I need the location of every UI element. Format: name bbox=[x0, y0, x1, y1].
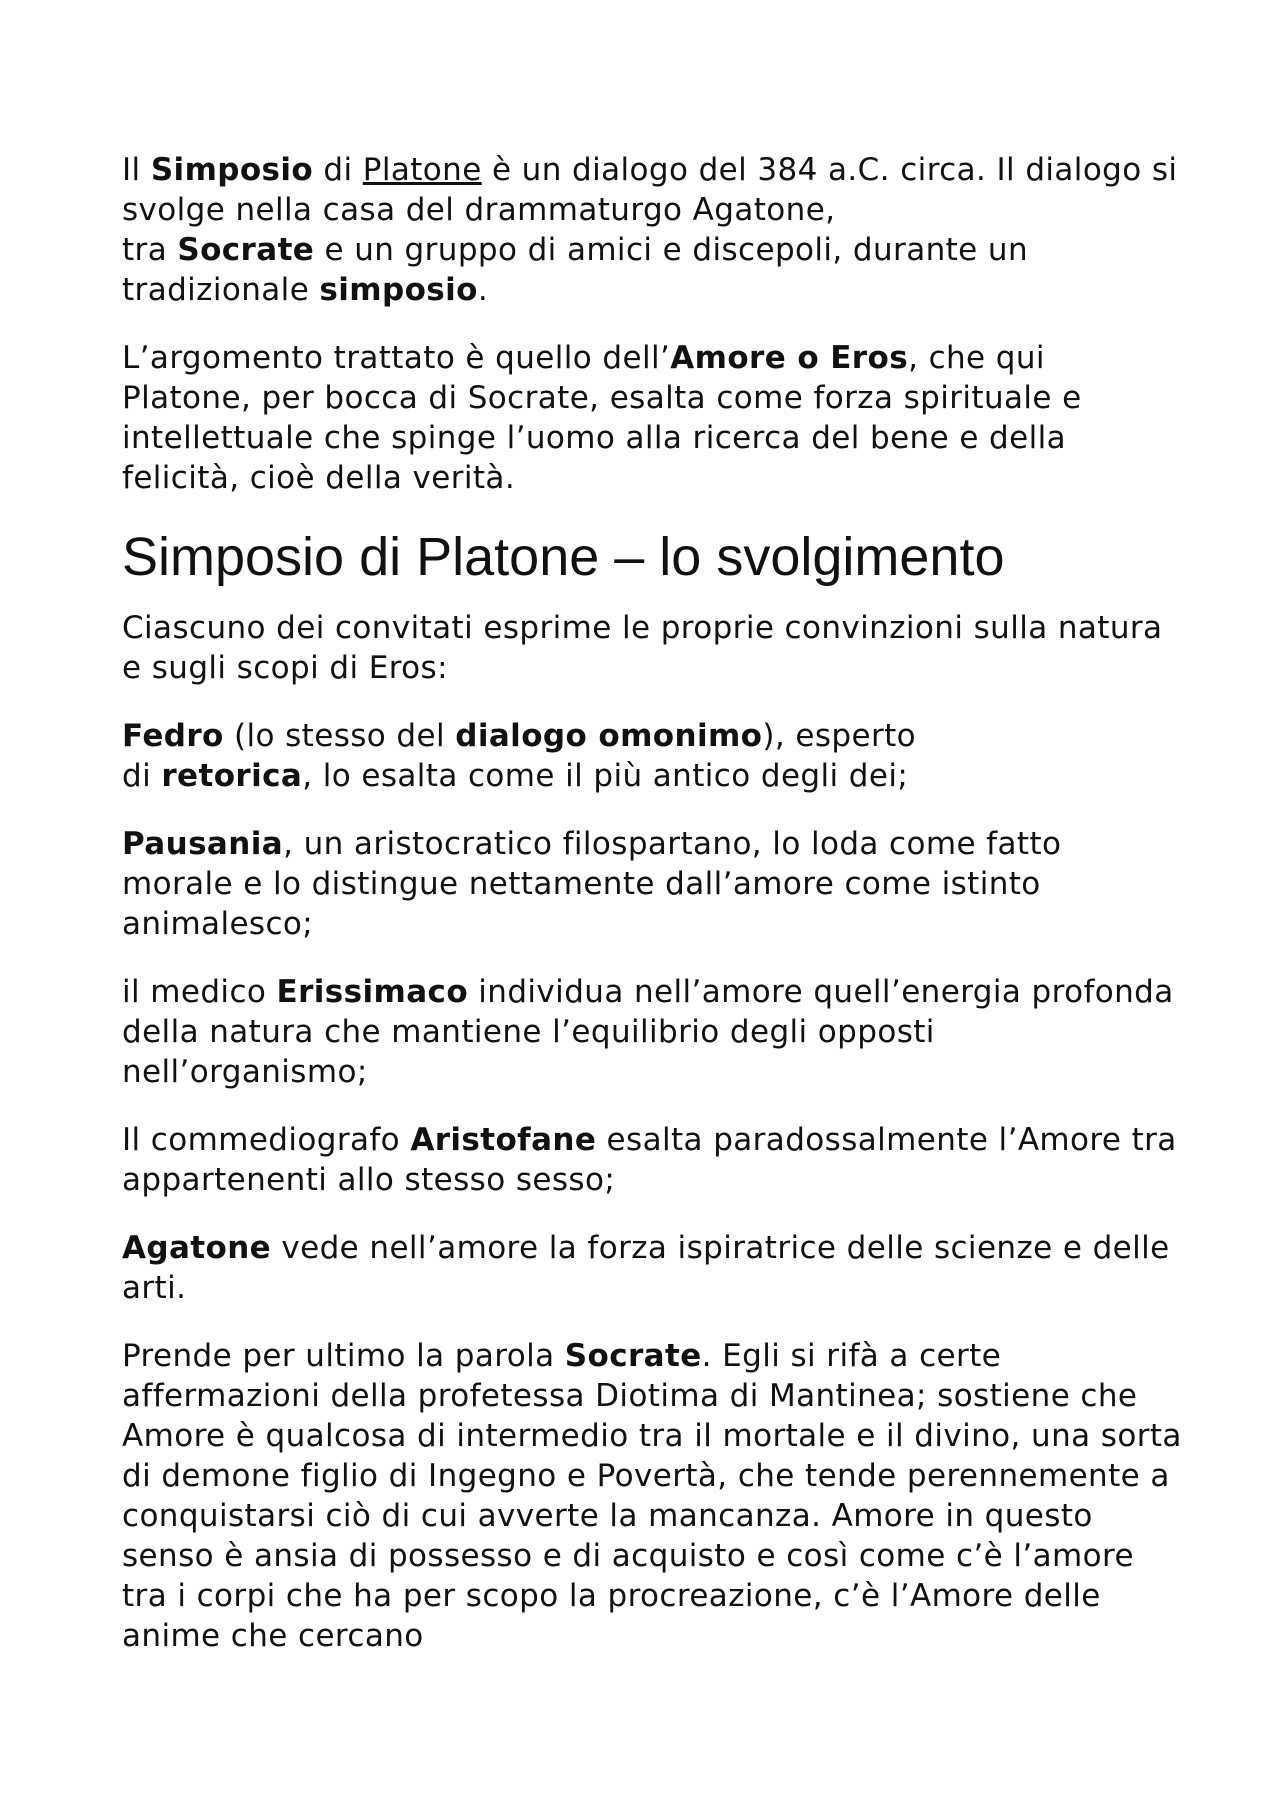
text: vede nell’amore la forza ispiratrice delle scienze e delle arti. bbox=[122, 1230, 1170, 1306]
text: individua nell’amore quell’energia profonda della natura che mantiene l’equilibrio degli opposti nell’organismo; bbox=[122, 974, 1174, 1090]
bold-socrate: Socrate bbox=[177, 232, 315, 268]
text: . Egli si rifà a certe affermazioni della profetessa Diotima di Mantinea; sostiene che Amore è qualcosa di intermedio tra il mortale e il divino, una sorta di demone figlio di Ingegno e Povertà, che tende perennemente a conquistarsi ciò di cui avverte la mancanza. Amore in questo senso è ansia di possesso e di acquisto e così come c’è l’amore tra i corpi che ha per scopo la procreazione, c’è l’Amore delle anime che cercano bbox=[122, 1338, 1182, 1654]
bold-simposio-2: simposio bbox=[319, 272, 478, 308]
text: Il commediografo bbox=[122, 1122, 411, 1158]
text: è un dialogo del 384 a.C. circa. Il dialogo si svolge nella casa del drammaturgo Agatone, bbox=[122, 152, 1178, 228]
text: e un gruppo di amici e discepoli, durante un tradizionale bbox=[122, 232, 1029, 308]
pausania-paragraph bbox=[122, 824, 1182, 944]
text: Prende per ultimo la parola bbox=[122, 1338, 565, 1374]
text: . bbox=[477, 272, 489, 308]
convitati-paragraph: Ciascuno dei convitati esprime le proprie convinzioni sulla natura e sugli scopi di Eros: bbox=[122, 610, 1163, 686]
bold-simposio: Simposio bbox=[150, 152, 314, 188]
socrate-paragraph bbox=[122, 1336, 1182, 1656]
text: (lo stesso del bbox=[223, 718, 456, 754]
platone-link[interactable]: Platone bbox=[362, 152, 482, 188]
text: esalta paradossalmente l’Amore tra appartenenti allo stesso sesso; bbox=[122, 1122, 1177, 1198]
bold-erissimaco: Erissimaco bbox=[276, 974, 469, 1010]
intro-paragraph bbox=[122, 150, 1182, 310]
bold-aristofane: Aristofane bbox=[410, 1122, 597, 1158]
document-page bbox=[122, 150, 1182, 1684]
text: di bbox=[313, 152, 363, 188]
text: di bbox=[122, 758, 162, 794]
text: tra bbox=[122, 232, 178, 268]
bold-amore-eros: Amore o Eros bbox=[670, 340, 909, 376]
bold-dialogo-omonimo: dialogo omonimo bbox=[455, 718, 763, 754]
erissimaco-paragraph bbox=[122, 972, 1182, 1092]
section-heading: Simposio di Platone – lo svolgimento bbox=[122, 527, 1005, 587]
agatone-paragraph bbox=[122, 1228, 1182, 1308]
text: ), esperto bbox=[762, 718, 917, 754]
argument-paragraph bbox=[122, 338, 1182, 498]
bold-retorica: retorica bbox=[161, 758, 303, 794]
bold-socrate-2: Socrate bbox=[564, 1338, 702, 1374]
text: , che qui Platone, per bocca di Socrate, esalta come forza spirituale e intellettuale che spinge l’uomo alla ricerca del bene e della felicità, cioè della verità. bbox=[122, 340, 1082, 496]
text: Il bbox=[122, 152, 151, 188]
text: L’argomento trattato è quello dell’ bbox=[122, 340, 671, 376]
aristofane-paragraph bbox=[122, 1120, 1182, 1200]
text: il medico bbox=[122, 974, 277, 1010]
text: , un aristocratico filospartano, lo loda come fatto morale e lo distingue nettamente dall’amore come istinto animalesco; bbox=[122, 826, 1062, 942]
bold-agatone: Agatone bbox=[122, 1230, 272, 1266]
text: , lo esalta come il più antico degli dei; bbox=[302, 758, 909, 794]
fedro-paragraph bbox=[122, 716, 1182, 796]
bold-pausania: Pausania bbox=[122, 826, 284, 862]
bold-fedro: Fedro bbox=[122, 718, 224, 754]
